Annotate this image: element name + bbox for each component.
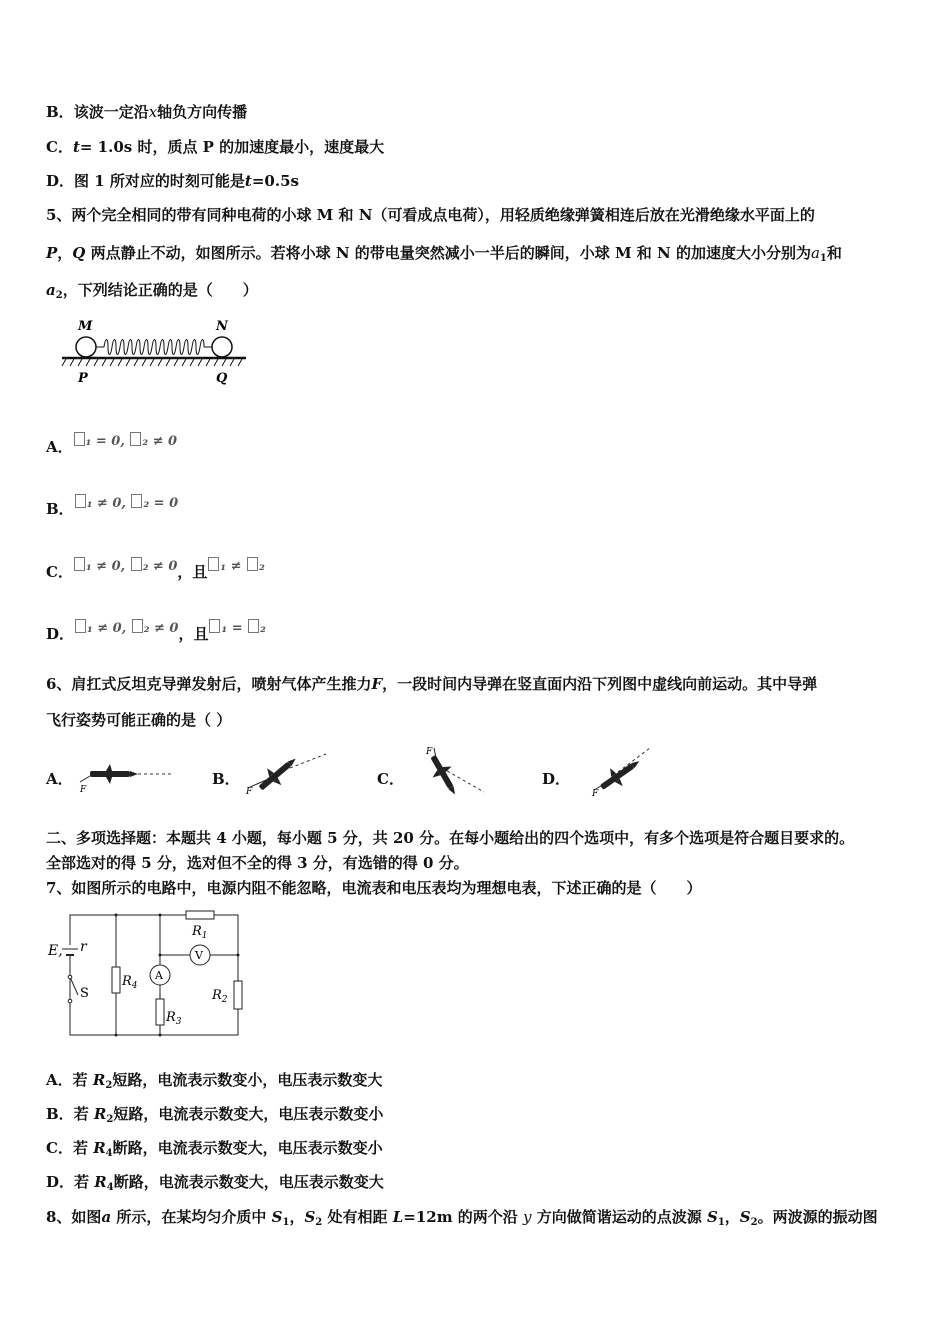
q6-option-a-label: A．: [46, 770, 73, 788]
q5-option-c: C． ₁ ≠ 0, ₂ ≠ 0，且 ₁ ≠ ₂: [46, 559, 265, 581]
q4-option-c: C．t= 1.0s 时，质点 P 的加速度最小，速度最大: [46, 138, 385, 156]
svg-text:F: F: [80, 785, 87, 795]
q7-circuit-figure: [44, 905, 254, 1040]
q4-option-b: B．该波一定沿x轴负方向传播: [46, 103, 248, 121]
q5-stem-line1: 5、两个完全相同的带有同种电荷的小球 M 和 N（可看成点电荷），用轻质绝缘弹簧相连后放在光滑绝缘水平面上的: [46, 206, 815, 224]
svg-text:E,: E,: [48, 943, 63, 959]
q7-stem: 7、如图所示的电路中，电源内阻不能忽略，电流表和电压表均为理想电表，下述正确的是（ ）: [46, 879, 702, 897]
q5-option-a: A． ₁ = 0, ₂ ≠ 0: [46, 434, 178, 456]
q6-option-b-label: B．: [212, 770, 240, 788]
q6-option-c-figure: [412, 744, 492, 798]
label-q: Q: [216, 371, 228, 386]
q7-option-b: B．若 $R_2$短路，电流表示数变大，电压表示数变小: [46, 1105, 384, 1125]
q6-stem-line1: 6、肩扛式反坦克导弹发射后，喷射气体产生推力F，一段时间内导弹在竖直面内沿下列图中虚线向前运动。其中导弹: [46, 675, 818, 693]
q6-option-d-label: D．: [542, 770, 571, 788]
q8-stem: 8、如图a 所示，在某均匀介质中 $S_1$，$S_2$ 处有相距 L=12m 的两个沿 y 方向做简谐运动的点波源 $S_1$，$S_2$。两波源的振动图: [46, 1208, 878, 1228]
spring: [104, 340, 204, 355]
svg-text:R2: $R_2$: [212, 988, 228, 1005]
q6-stem-line2: 飞行姿势可能正确的是（ ）: [46, 711, 232, 729]
svg-text:F: F: [426, 747, 433, 757]
q6-option-d-figure: [578, 744, 668, 798]
q6-option-b-figure: [240, 748, 330, 796]
ball-m: [76, 337, 96, 357]
label-n: N: [216, 319, 228, 334]
svg-text:V: V: [195, 949, 203, 962]
svg-text:S: S: [80, 986, 89, 1001]
q5-stem-line2: P，Q 两点静止不动，如图所示。若将小球 N 的带电量突然减小一半后的瞬间，小球 M 和 N 的加速度大小分别为$a_1$和: [46, 244, 842, 264]
ground-hatch: [62, 359, 242, 366]
label-p: P: [78, 371, 88, 386]
ball-n: [212, 337, 232, 357]
section2-line1: 二、多项选择题：本题共 4 小题，每小题 5 分，共 20 分。在每小题给出的四个选项中，有多个选项是符合题目要求的。: [46, 829, 855, 847]
q7-option-d: D．若 $R_4$断路，电流表示数变大，电压表示数变大: [46, 1173, 384, 1193]
svg-text:R1: $R_1$: [192, 924, 208, 941]
q7-option-a: A．若 $R_2$短路，电流表示数变小，电压表示数变大: [46, 1071, 383, 1091]
q5-stem-line3: $a_2$，下列结论正确的是（ ）: [46, 281, 258, 301]
q5-option-b: B． ₁ ≠ 0, ₂ = 0: [46, 496, 179, 518]
svg-text:F: F: [246, 787, 253, 796]
section2-line2: 全部选对的得 5 分，选对但不全的得 3 分，有选错的得 0 分。: [46, 854, 469, 872]
svg-text:R4: $R_4$: [122, 974, 138, 991]
svg-text:A: A: [155, 969, 163, 982]
q5-option-d: D． ₁ ≠ 0, ₂ ≠ 0，且 ₁ = ₂: [46, 621, 266, 643]
q5-spring-figure: [60, 318, 250, 388]
q6-option-a-figure: [76, 756, 176, 796]
label-m: M: [78, 319, 93, 334]
q6-option-c-label: C．: [377, 770, 404, 788]
q7-option-c: C．若 $R_4$断路，电流表示数变大，电压表示数变小: [46, 1139, 383, 1159]
svg-text:F: F: [592, 789, 599, 798]
svg-text:R3: $R_3$: [166, 1010, 182, 1027]
q4-option-d: D．图 1 所对应的时刻可能是t=0.5s: [46, 172, 299, 190]
svg-text:r: r: [80, 939, 87, 955]
